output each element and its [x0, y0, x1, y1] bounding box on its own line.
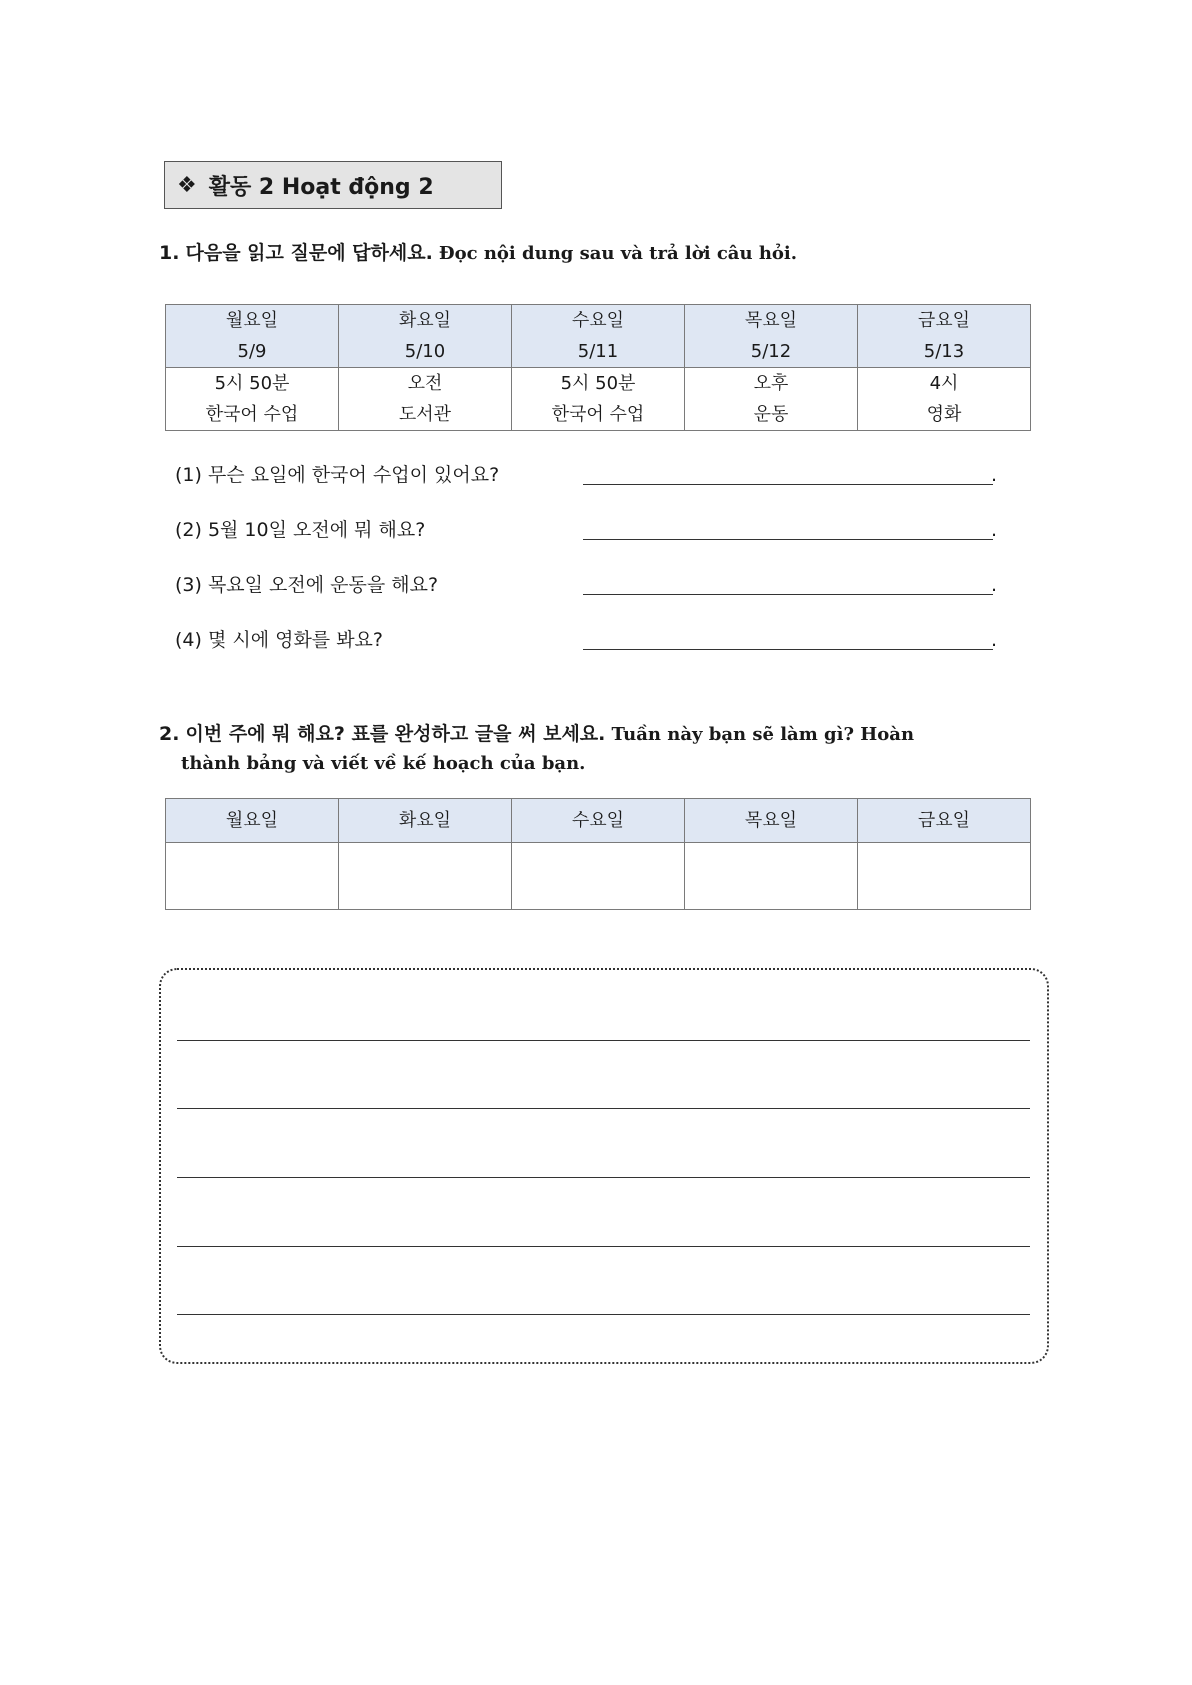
section2-number: 2.	[159, 723, 180, 745]
activity-label: 운동	[753, 404, 789, 425]
answer-line[interactable]	[583, 594, 993, 595]
answer-line[interactable]	[583, 484, 993, 485]
activity-label: 한국어 수업	[205, 404, 299, 425]
writing-box[interactable]	[159, 968, 1049, 1364]
section2-instruction-vi-2: thành bảng và viết về kế hoạch của bạn.	[181, 753, 586, 774]
answer-period: .	[991, 574, 998, 596]
question-text: (2) 5월 10일 오전에 뭐 해요?	[175, 519, 426, 541]
writing-line[interactable]	[177, 1314, 1030, 1315]
schedule-cell	[512, 368, 685, 431]
section2-instruction-ko: 이번 주에 뭐 해요? 표를 완성하고 글을 써 보세요.	[185, 723, 606, 745]
writing-line[interactable]	[177, 1108, 1030, 1109]
writing-line[interactable]	[177, 1177, 1030, 1178]
plan-header-row	[166, 799, 1031, 843]
plan-cell[interactable]	[858, 843, 1031, 910]
day-label: 화요일	[398, 310, 452, 331]
schedule-header-cell	[685, 305, 858, 368]
date-label: 5/9	[237, 341, 267, 362]
day-label: 수요일	[571, 310, 625, 331]
section2-instruction	[159, 720, 1029, 778]
question-text: (4) 몇 시에 영화를 봐요?	[175, 629, 383, 651]
question-item	[175, 458, 1005, 492]
day-label: 목요일	[744, 310, 798, 331]
schedule-header-cell	[339, 305, 512, 368]
time-label: 4시	[929, 373, 959, 394]
schedule-header-cell	[858, 305, 1031, 368]
schedule-cell	[339, 368, 512, 431]
date-label: 5/13	[923, 341, 965, 362]
answer-line[interactable]	[583, 539, 993, 540]
schedule-table	[165, 304, 1031, 431]
plan-table	[165, 798, 1031, 910]
section1-instruction-ko: 다음을 읽고 질문에 답하세요.	[185, 242, 433, 264]
question-item	[175, 568, 1005, 602]
answer-period: .	[991, 629, 998, 651]
answer-period: .	[991, 464, 998, 486]
plan-cell[interactable]	[512, 843, 685, 910]
activity-title	[164, 161, 502, 209]
writing-line[interactable]	[177, 1040, 1030, 1041]
section2-instruction-vi-1: Tuần này bạn sẽ làm gì? Hoàn	[611, 724, 915, 745]
section1-instruction	[159, 239, 1029, 268]
plan-day-header: 금요일	[858, 799, 1031, 843]
date-label: 5/12	[750, 341, 792, 362]
writing-line[interactable]	[177, 1246, 1030, 1247]
time-label: 5시 50분	[560, 373, 636, 394]
plan-cell[interactable]	[685, 843, 858, 910]
question-item	[175, 623, 1005, 657]
section1-number: 1.	[159, 242, 180, 264]
schedule-body-row	[166, 368, 1031, 431]
diamond-bullet-icon: ❖	[177, 172, 197, 198]
schedule-header-cell	[512, 305, 685, 368]
question-text: (1) 무슨 요일에 한국어 수업이 있어요?	[175, 464, 500, 486]
day-label: 금요일	[917, 310, 971, 331]
schedule-cell	[685, 368, 858, 431]
activity-label: 영화	[926, 404, 962, 425]
plan-cell[interactable]	[339, 843, 512, 910]
plan-day-header: 목요일	[685, 799, 858, 843]
activity-label: 도서관	[398, 404, 452, 425]
plan-day-header: 월요일	[166, 799, 339, 843]
schedule-header-row	[166, 305, 1031, 368]
plan-day-header: 화요일	[339, 799, 512, 843]
time-label: 오후	[753, 373, 789, 394]
section1-instruction-vi: Đọc nội dung sau và trả lời câu hỏi.	[438, 243, 798, 264]
plan-body-row	[166, 843, 1031, 910]
plan-day-header: 수요일	[512, 799, 685, 843]
question-text: (3) 목요일 오전에 운동을 해요?	[175, 574, 439, 596]
schedule-header-cell	[166, 305, 339, 368]
day-label: 월요일	[225, 310, 279, 331]
question-item	[175, 513, 1005, 547]
date-label: 5/10	[404, 341, 446, 362]
activity-title-text: 활동 2 Hoạt động 2	[208, 174, 434, 200]
time-label: 5시 50분	[214, 373, 290, 394]
activity-label: 한국어 수업	[551, 404, 645, 425]
time-label: 오전	[407, 373, 443, 394]
schedule-cell	[858, 368, 1031, 431]
answer-line[interactable]	[583, 649, 993, 650]
plan-cell[interactable]	[166, 843, 339, 910]
schedule-cell	[166, 368, 339, 431]
date-label: 5/11	[577, 341, 619, 362]
answer-period: .	[991, 519, 998, 541]
